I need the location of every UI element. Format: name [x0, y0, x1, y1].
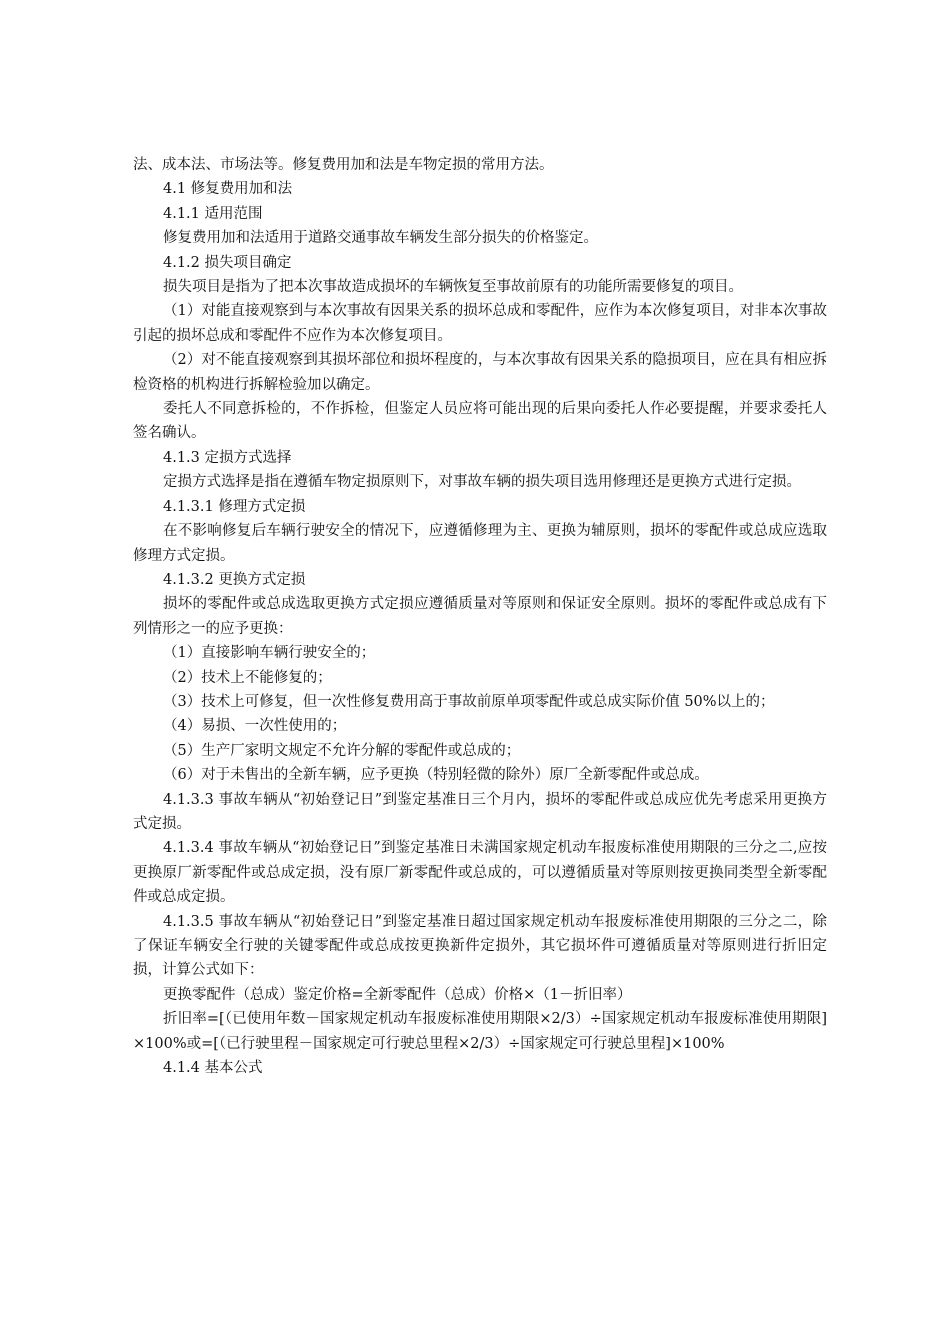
heading-4-1-4: 4.1.4 基本公式 — [163, 1060, 263, 1077]
paragraph-4-1-3-4: 4.1.3.4 事故车辆从“初始登记日”到鉴定基准日未满国家规定机动车报废标准使用期限的三分之二,应按更换原厂新零配件或总成定损，没有原厂新零配件或总成的，可以遵循质量对等原则按更换同类型全新零配件或总成定损。 — [133, 840, 827, 906]
heading-4-1-3: 4.1.3 定损方式选择 — [163, 449, 292, 466]
paragraph-4-1-3-3: 4.1.3.3 事故车辆从“初始登记日”到鉴定基准日三个月内，损坏的零配件或总成应优先考虑采用更换方式定损。 — [133, 791, 827, 832]
paragraph-item-1: （1）对能直接观察到与本次事故有因果关系的损坏总成和零配件，应作为本次修复项目，对非本次事故引起的损坏总成和零配件不应作为本次修复项目。 — [133, 303, 827, 344]
paragraph-loss-items: 损失项目是指为了把本次事故造成损坏的车辆恢复至事故前原有的功能所需要修复的项目。 — [163, 279, 743, 296]
heading-4-1-2: 4.1.2 损失项目确定 — [163, 254, 292, 271]
heading-4-1-3-1: 4.1.3.1 修理方式定损 — [163, 498, 306, 515]
list-item-4: （4）易损、一次性使用的； — [163, 718, 347, 735]
paragraph-4-1-3-5: 4.1.3.5 事故车辆从“初始登记日”到鉴定基准日超过国家规定机动车报废标准使用期限的三分之二，除了保证车辆安全行驶的关键零配件或总成按更换新件定损外，其它损坏件可遵循质量对等原则进行折旧定损，计算公式如下： — [133, 913, 827, 979]
list-item-6: （6）对于未售出的全新车辆，应予更换（特别轻微的除外）原厂全新零配件或总成。 — [163, 767, 709, 784]
paragraph-client-consent: 委托人不同意拆检的，不作拆检，但鉴定人员应将可能出现的后果向委托人作必要提醒，并要求委托人签名确认。 — [133, 401, 827, 442]
formula-price: 更换零配件（总成）鉴定价格=全新零配件（总成）价格×（1－折旧率） — [163, 986, 632, 1003]
heading-4-1-1: 4.1.1 适用范围 — [163, 205, 263, 222]
document-page — [133, 153, 827, 1080]
paragraph-continuation: 法、成本法、市场法等。修复费用加和法是车物定损的常用方法。 — [133, 157, 554, 173]
list-item-2: （2）技术上不能修复的； — [163, 669, 332, 686]
list-item-1: （1）直接影响车辆行驶安全的； — [163, 645, 376, 662]
paragraph-repair-method: 在不影响修复后车辆行驶安全的情况下，应遵循修理为主、更换为辅原则，损坏的零配件或总成应选取修理方式定损。 — [133, 523, 827, 564]
list-item-3: （3）技术上可修复，但一次性修复费用高于事故前原单项零配件或总成实际价值 50%以上的； — [163, 693, 775, 710]
paragraph-method-selection: 定损方式选择是指在遵循车物定损原则下，对事故车辆的损失项目选用修理还是更换方式进行定损。 — [163, 474, 801, 491]
formula-depreciation: 折旧率=[（已使用年数－国家规定机动车报废标准使用期限×2/3）÷国家规定机动车报废标准使用期限]×100%或=[（已行驶里程－国家规定可行驶总里程×2/3）÷国家规定可行驶总里程]×100% — [133, 1011, 827, 1052]
heading-4-1-3-2: 4.1.3.2 更换方式定损 — [163, 571, 306, 588]
list-item-5: （5）生产厂家明文规定不允许分解的零配件或总成的； — [163, 742, 521, 759]
paragraph-item-2: （2）对不能直接观察到其损坏部位和损坏程度的，与本次事故有因果关系的隐损项目，应在具有相应拆检资格的机构进行拆解检验加以确定。 — [133, 352, 827, 393]
paragraph-replace-method: 损坏的零配件或总成选取更换方式定损应遵循质量对等原则和保证安全原则。损坏的零配件或总成有下列情形之一的应予更换： — [133, 596, 827, 637]
paragraph-scope: 修复费用加和法适用于道路交通事故车辆发生部分损失的价格鉴定。 — [163, 230, 598, 247]
heading-4-1: 4.1 修复费用加和法 — [163, 181, 293, 198]
